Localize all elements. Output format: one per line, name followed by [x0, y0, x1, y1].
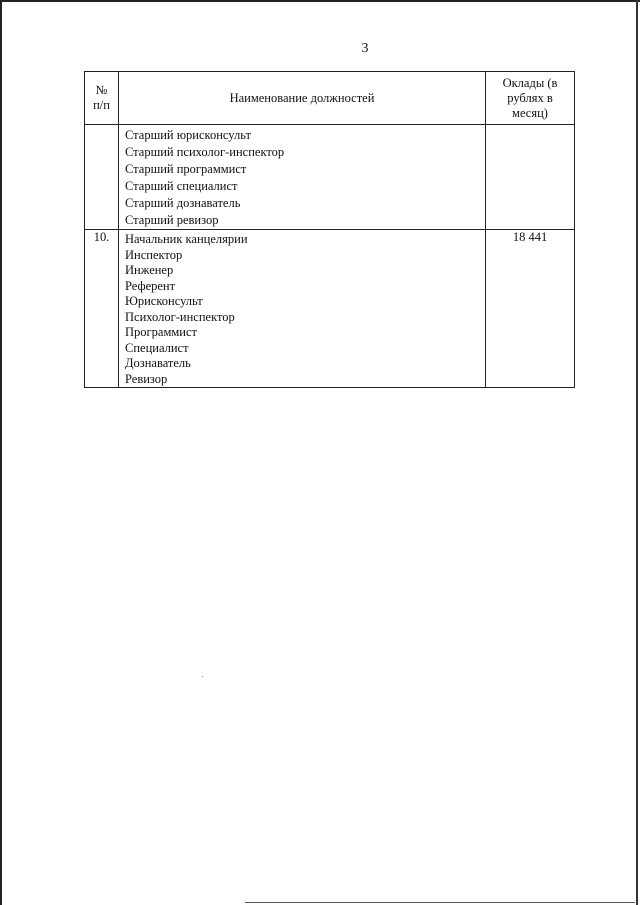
position-item: Начальник канцелярии: [125, 232, 248, 246]
page-number: 3: [361, 41, 369, 56]
position-item: Специалист: [125, 340, 189, 355]
page-edge-bottom: [245, 902, 635, 903]
position-item: Психолог-инспектор: [125, 309, 235, 324]
page-edge-right: [636, 0, 638, 905]
position-item: Дознаватель: [125, 356, 191, 370]
position-item: Старший специалист: [125, 179, 238, 193]
position-item: Старший психолог-инспектор: [125, 145, 285, 159]
header-name: Наименование должностей: [119, 72, 486, 125]
position-item: Референт: [125, 278, 176, 293]
header-salary-line2: рублях в: [507, 90, 553, 105]
position-item: Старший дознаватель: [125, 196, 241, 210]
header-salary: [486, 72, 575, 125]
header-salary-line1: Оклады (в: [502, 75, 558, 90]
header-num: [85, 72, 119, 125]
position-item: Инспектор: [125, 247, 183, 262]
table-row: [85, 230, 575, 388]
position-item: Программист: [125, 325, 197, 339]
position-item: Старший ревизор: [125, 213, 219, 227]
row-positions: [119, 230, 486, 388]
positions-salary-table: [84, 71, 575, 388]
header-num-line1: №: [95, 83, 108, 97]
position-item: Старший программист: [125, 162, 247, 176]
position-item: Старший юрисконсульт: [125, 128, 251, 142]
header-salary-line3: месяц): [512, 105, 548, 120]
page-edge-left: [0, 0, 2, 905]
position-item: Инженер: [125, 263, 174, 277]
position-item: Юрисконсульт: [125, 294, 203, 308]
table-header-row: [85, 72, 575, 125]
page-edge-top: [0, 0, 640, 2]
row-salary: 18 441: [486, 230, 575, 388]
row-num: [85, 125, 119, 230]
position-item: Ревизор: [125, 371, 168, 386]
table-row: [85, 125, 575, 230]
row-salary: [486, 125, 575, 230]
row-num: 10.: [85, 230, 119, 388]
scan-speck: [202, 676, 203, 677]
header-num-line2: п/п: [93, 98, 110, 112]
row-positions: [119, 125, 486, 230]
